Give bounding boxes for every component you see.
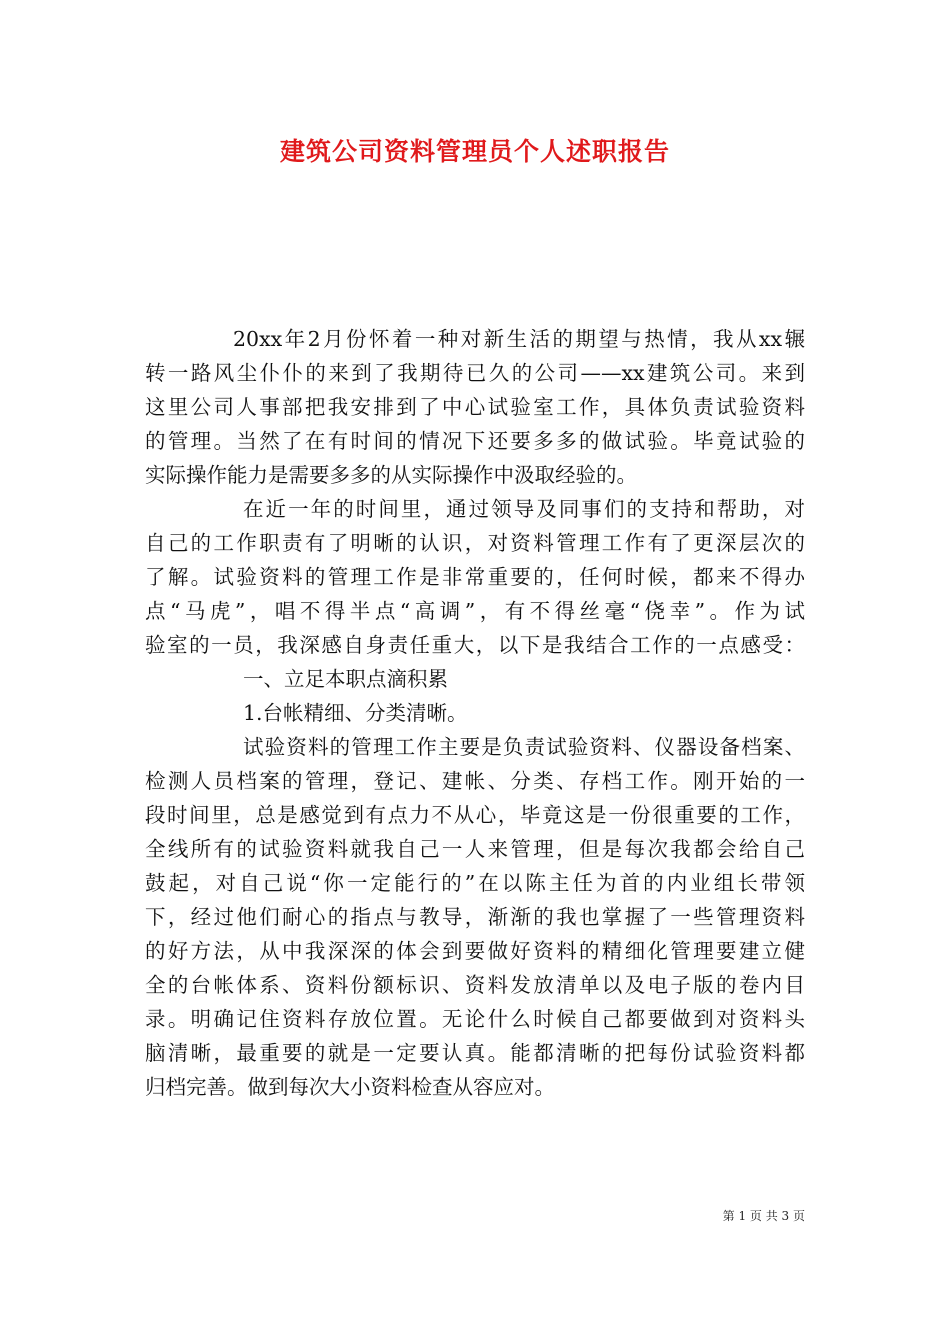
body-line: 下，经过他们耐心的指点与教导，渐渐的我也掌握了一些管理资料: [145, 905, 805, 929]
body-line: 实际操作能力是需要多多的从实际操作中汲取经验的。: [145, 463, 637, 487]
body-line: 试验资料的管理工作主要是负责试验资料、仪器设备档案、: [243, 735, 805, 759]
body-line: 1.台帐精细、分类清晰。: [243, 701, 468, 725]
body-line: 的好方法，从中我深深的体会到要做好资料的精细化管理要建立健: [145, 939, 805, 963]
document-title: 建筑公司资料管理员个人述职报告: [279, 137, 670, 166]
page-footer: 第 1 页 共 3 页: [722, 1209, 805, 1223]
body-line: 全线所有的试验资料就我自己一人来管理，但是每次我都会给自己: [145, 837, 805, 861]
body-line: 了解。试验资料的管理工作是非常重要的，任何时候，都来不得办: [145, 565, 805, 589]
body-line: 在近一年的时间里，通过领导及同事们的支持和帮助，对: [243, 497, 805, 521]
body-line: 鼓起，对自己说“你一定能行的”在以陈主任为首的内业组长带领: [145, 871, 805, 895]
body-line: 这里公司人事部把我安排到了中心试验室工作，具体负责试验资料: [145, 395, 805, 419]
body-line: 检测人员档案的管理，登记、建帐、分类、存档工作。刚开始的一: [145, 769, 805, 793]
body-line: 验室的一员，我深感自身责任重大，以下是我结合工作的一点感受：: [145, 633, 805, 657]
body-line: 归档完善。做到每次大小资料检查从容应对。: [145, 1075, 555, 1099]
body-line: 自己的工作职责有了明晰的认识，对资料管理工作有了更深层次的: [145, 531, 805, 555]
body-line: 脑清晰，最重要的就是一定要认真。能都清晰的把每份试验资料都: [145, 1041, 805, 1065]
body-line: 20xx年2月份怀着一种对新生活的期望与热情，我从xx辗: [233, 327, 805, 351]
body-line: 一、立足本职点滴积累: [243, 667, 448, 691]
document-body: [145, 322, 805, 1104]
body-line: 全的台帐体系、资料份额标识、资料发放清单以及电子版的卷内目: [145, 973, 805, 997]
body-line: 段时间里，总是感觉到有点力不从心，毕竟这是一份很重要的工作，: [145, 803, 805, 827]
body-line: 点“马虎”，唱不得半点“高调”，有不得丝毫“侥幸”。作为试: [145, 599, 805, 623]
body-line: 录。明确记住资料存放位置。无论什么时候自己都要做到对资料头: [145, 1007, 805, 1031]
body-line: 转一路风尘仆仆的来到了我期待已久的公司——xx建筑公司。来到: [145, 361, 805, 385]
body-line: 的管理。当然了在有时间的情况下还要多多的做试验。毕竟试验的: [145, 429, 805, 453]
